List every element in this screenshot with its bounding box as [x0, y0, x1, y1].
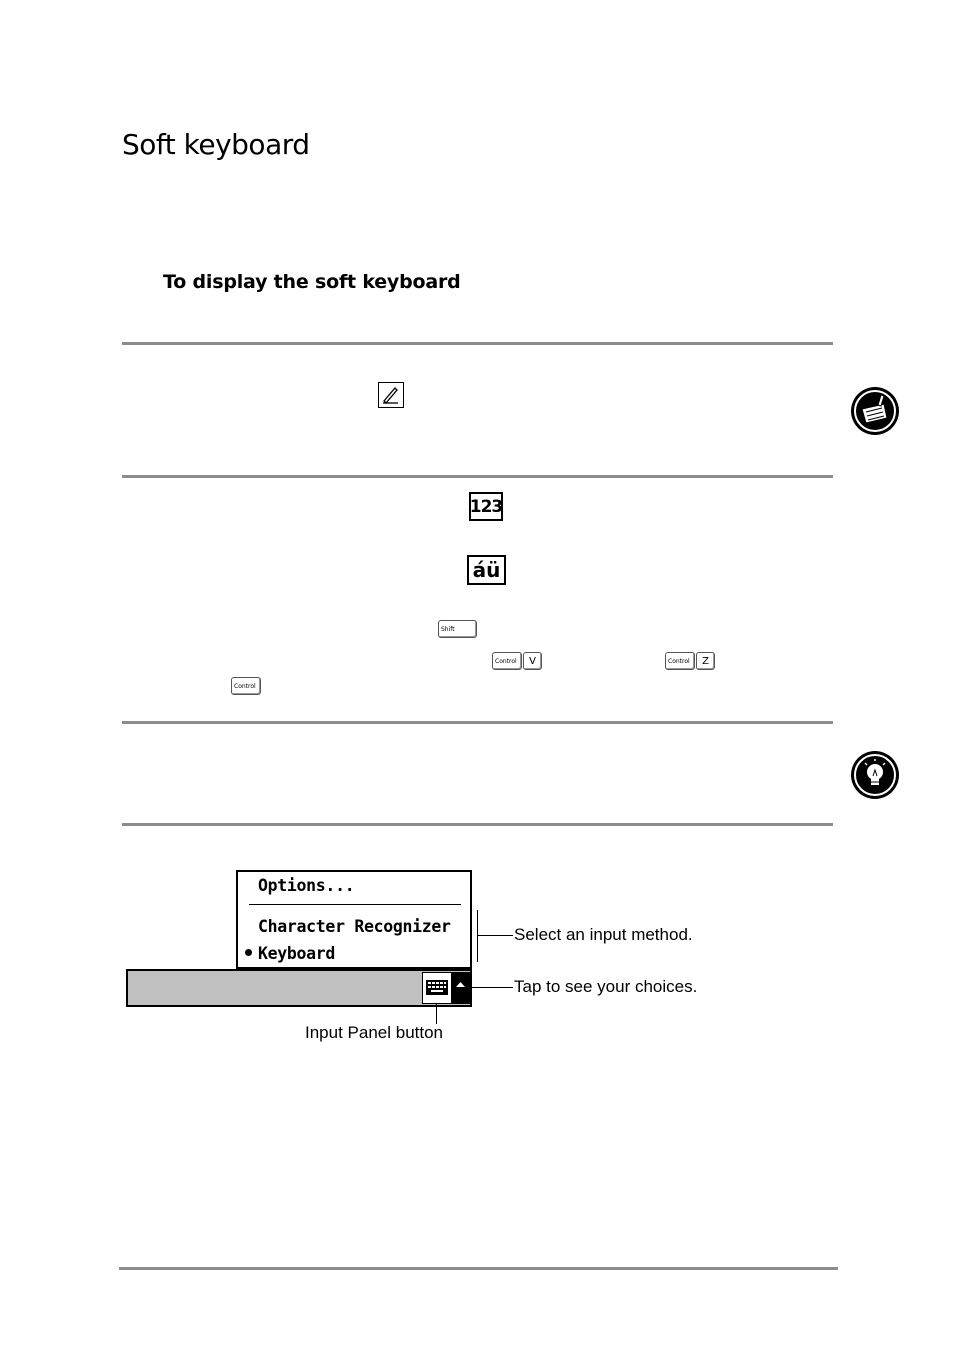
numbers-button[interactable]: 123 [469, 492, 503, 521]
taskbar [126, 969, 472, 1007]
menu-item-keyboard[interactable]: Keyboard [258, 944, 336, 963]
section-subtitle: To display the soft keyboard [163, 271, 461, 293]
callout-line [477, 935, 513, 936]
callout-bracket [477, 910, 478, 962]
callout-input-panel: Input Panel button [305, 1023, 444, 1042]
input-method-menu [236, 870, 472, 969]
control-key[interactable]: Control [665, 652, 695, 670]
page-title: Soft keyboard [122, 128, 310, 161]
footer-rule [119, 1267, 838, 1270]
callout-line [436, 1004, 437, 1024]
control-key[interactable]: Control [231, 677, 261, 695]
callout-select-input: Select an input method. [514, 925, 693, 944]
divider-rule [122, 823, 833, 826]
divider-rule [122, 721, 833, 724]
control-key[interactable]: Control [492, 652, 522, 670]
v-key[interactable]: V [523, 652, 542, 670]
callout-line [470, 987, 513, 988]
triangle-up-icon [451, 972, 470, 1004]
note-pad-icon [851, 387, 899, 435]
input-menu-arrow-button[interactable] [451, 972, 470, 1004]
divider-rule [122, 475, 833, 478]
menu-item-character-recognizer[interactable]: Character Recognizer [258, 917, 451, 936]
selected-bullet [245, 949, 252, 956]
input-panel-button[interactable] [422, 972, 452, 1004]
keyboard-icon [423, 973, 451, 1003]
lightbulb-icon [851, 751, 899, 799]
z-key[interactable]: Z [696, 652, 715, 670]
callout-tap-choices: Tap to see your choices. [514, 977, 698, 996]
menu-separator [249, 904, 461, 905]
shift-key[interactable]: Shift [438, 620, 477, 638]
pen-icon [378, 382, 404, 408]
international-button[interactable]: áü [467, 555, 506, 585]
divider-rule [122, 342, 833, 345]
menu-item-options[interactable]: Options... [258, 876, 355, 895]
